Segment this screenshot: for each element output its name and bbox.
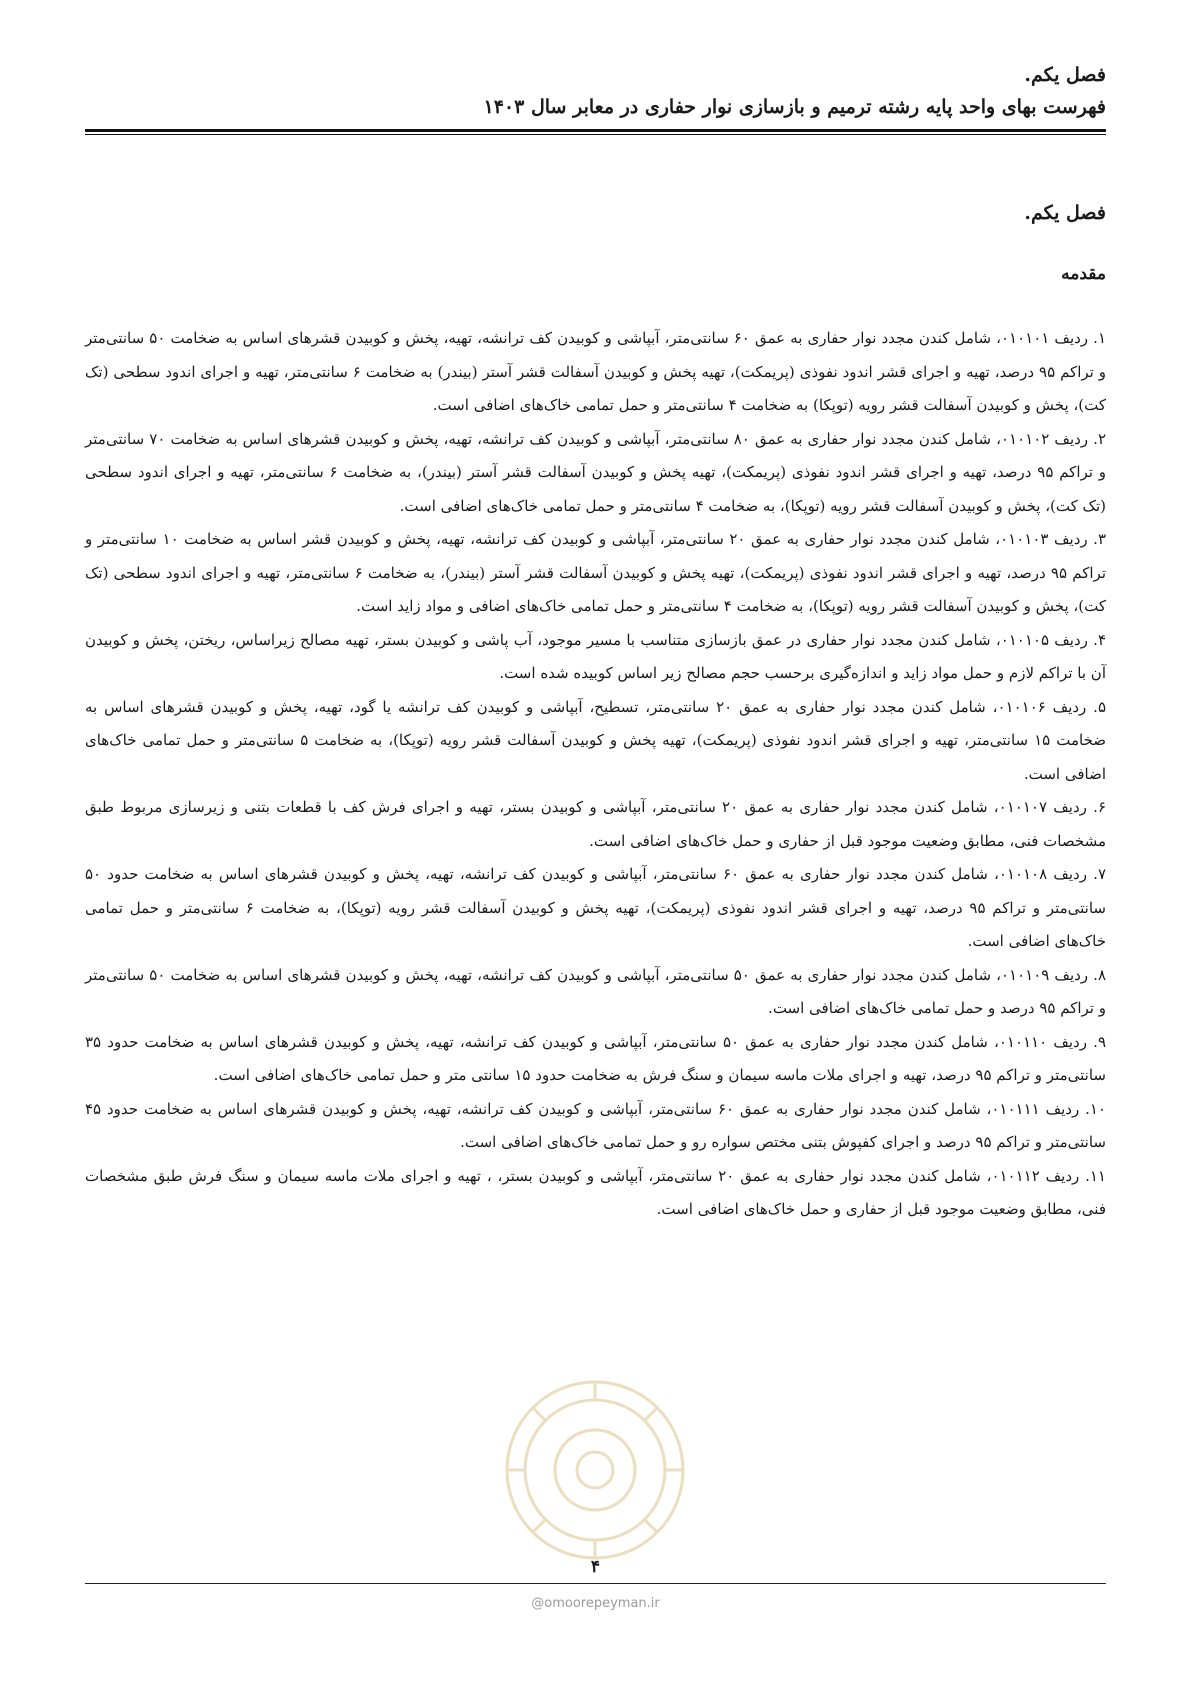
list-item: ۵. ردیف ۰۱۰۱۰۶، شامل کندن مجدد نوار حفاری به عمق ۲۰ سانتی‌متر، تسطیح، آبپاشی و کوبیدن کف ترانشه یا گود، تهیه، پخش و کوبیدن قشرهای اساس به ضخامت ۱۵ سانتی‌متر، تهیه و اجرای قشر اندود نفوذی (پریمکت)، تهیه پخش و کوبیدن آسفالت قشر رویه (توپکا)، به ضخامت ۵ سانتی‌متر و حمل تمامی خاک‌های اضافی است. xyxy=(85,697,1107,783)
watermark-logo-icon xyxy=(495,1370,695,1570)
list-item: ۳. ردیف ۰۱۰۱۰۳، شامل کندن مجدد نوار حفاری به عمق ۲۰ سانتی‌متر، آبپاشی و کوبیدن کف ترانشه، تهیه، پخش و کوبیدن قشر اساس به ضخامت ۱۰ سانتی‌متر و تراکم ۹۵ درصد، تهیه و اجرای قشر اندود نفوذی (پریمکت)، تهیه پخش و کوبیدن آسفالت قشر آستر (بیندر)، به ضخامت ۶ سانتی‌متر، تهیه و اجرای اندود سطحی (تک کت)، پخش و کوبیدن آسفالت قشر رویه (توپکا)، به ضخامت ۴ سانتی‌متر و حمل تمامی خاک‌های اضافی و مواد زاید است. xyxy=(85,530,1107,615)
list-item: ۲. ردیف ۰۱۰۱۰۲، شامل کندن مجدد نوار حفاری به عمق ۸۰ سانتی‌متر، آبپاشی و کوبیدن کف ترانشه، تهیه، پخش و کوبیدن قشرهای اساس به ضخامت ۷۰ سانتی‌متر و تراکم ۹۵ درصد، تهیه و اجرای قشر اندود نفوذی (پریمکت)، تهیه پخش و کوبیدن آسفالت قشر آستر (بیندر)، به ضخامت ۶ سانتی‌متر، تهیه و اجرای اندود سطحی (تک کت)، پخش و کوبیدن آسفالت قشر رویه (توپکا)، به ضخامت ۴ سانتی‌متر و حمل تمامی خاک‌های اضافی است. xyxy=(85,429,1106,515)
running-header-chapter: فصل یکم. xyxy=(1024,64,1106,86)
header-rule-thin xyxy=(85,134,1106,135)
footer-website: @omoorepeyman.ir xyxy=(531,1596,660,1611)
list-item: ۸. ردیف ۰۱۰۱۰۹، شامل کندن مجدد نوار حفاری به عمق ۵۰ سانتی‌متر، آبپاشی و کوبیدن کف ترانشه، تهیه، پخش و کوبیدن قشرهای اساس به ضخامت ۵۰ سانتی‌متر و تراکم ۹۵ درصد و حمل تمامی خاک‌های اضافی است. xyxy=(85,965,1106,1017)
list-item: ۱۱. ردیف ۰۱۰۱۱۲، شامل کندن مجدد نوار حفاری به عمق ۲۰ سانتی‌متر، آبپاشی و کوبیدن بستر، ، تهیه و اجرای ملات ماسه سیمان و سنگ فرش طبق مشخصات فنی، مطابق وضعیت موجود قبل از حفاری و حمل خاک‌های اضافی است. xyxy=(85,1166,1106,1218)
list-item: ۱۰. ردیف ۰۱۰۱۱۱، شامل کندن مجدد نوار حفاری به عمق ۶۰ سانتی‌متر، آبپاشی و کوبیدن کف ترانشه، تهیه، پخش و کوبیدن قشرهای اساس به ضخامت حدود ۴۵ سانتی‌متر و تراکم ۹۵ درصد و اجرای کفپوش بتنی مختص سواره رو و حمل تمامی خاک‌های اضافی است. xyxy=(85,1099,1106,1151)
section-title: فصل یکم. xyxy=(1024,202,1106,224)
page-number: ۴ xyxy=(590,1557,601,1577)
list-item: ۷. ردیف ۰۱۰۱۰۸، شامل کندن مجدد نوار حفاری به عمق ۶۰ سانتی‌متر، آبپاشی و کوبیدن کف ترانشه، تهیه، پخش و کوبیدن قشرهای اساس به ضخامت حدود ۵۰ سانتی‌متر و تراکم ۹۵ درصد، تهیه و اجرای قشر اندود نفوذی (پریمکت)، تهیه پخش و کوبیدن آسفالت قشر رویه (توپکا)، به ضخامت ۶ سانتی‌متر و حمل تمامی خاک‌های اضافی است. xyxy=(85,865,1106,950)
section-subtitle: مقدمه xyxy=(1061,264,1106,284)
list-item: ۶. ردیف ۰۱۰۱۰۷، شامل کندن مجدد نوار حفاری به عمق ۲۰ سانتی‌متر، آبپاشی و کوبیدن بستر، تهیه و اجرای فرش کف با قطعات بتنی و زیرسازی مربوط طبق مشخصات فنی، مطابق وضعیت موجود قبل از حفاری و حمل خاک‌های اضافی است. xyxy=(85,798,1106,850)
list-item: ۹. ردیف ۰۱۰۱۱۰، شامل کندن مجدد نوار حفاری به عمق ۵۰ سانتی‌متر، آبپاشی و کوبیدن کف ترانشه، تهیه، پخش و کوبیدن قشرهای اساس به ضخامت حدود ۳۵ سانتی‌متر و تراکم ۹۵ درصد، تهیه و اجرای ملات ماسه سیمان و سنگ فرش به ضخامت حدود ۱۵ سانتی متر و حمل تمامی خاک‌های اضافی است. xyxy=(85,1032,1106,1084)
header-rule-thick xyxy=(85,129,1106,132)
running-header-title: فهرست بهای واحد پایه رشته ترمیم و بازسازی نوار حفاری در معابر سال ۱۴۰۳ xyxy=(483,96,1106,118)
list-item: ۱. ردیف ۰۱۰۱۰۱، شامل کندن مجدد نوار حفاری به عمق ۶۰ سانتی‌متر، آبپاشی و کوبیدن کف ترانشه، تهیه، پخش و کوبیدن قشرهای اساس به ضخامت ۵۰ سانتی‌متر و تراکم ۹۵ درصد، تهیه و اجرای قشر اندود نفوذی (پریمکت)، تهیه پخش و کوبیدن آسفالت قشر آستر (بیندر) به ضخامت ۶ سانتی‌متر، تهیه و اجرای اندود سطحی (تک کت)، پخش و کوبیدن آسفالت قشر رویه (توپکا) به ضخامت ۴ سانتی‌متر و حمل تمامی خاک‌های اضافی است. xyxy=(85,329,1106,414)
body-text xyxy=(85,322,1106,1227)
footer-rule xyxy=(85,1583,1106,1584)
list-item: ۴. ردیف ۰۱۰۱۰۵، شامل کندن مجدد نوار حفاری در عمق بازسازی متناسب با مسیر موجود، آب پاشی و کوبیدن بستر، تهیه مصالح زیراساس، ریختن، پخش و کوبیدن آن با تراکم لازم و حمل مواد زاید و اندازه‌گیری برحسب حجم مصالح زیر اساس کوبیده شده است. xyxy=(85,630,1106,682)
